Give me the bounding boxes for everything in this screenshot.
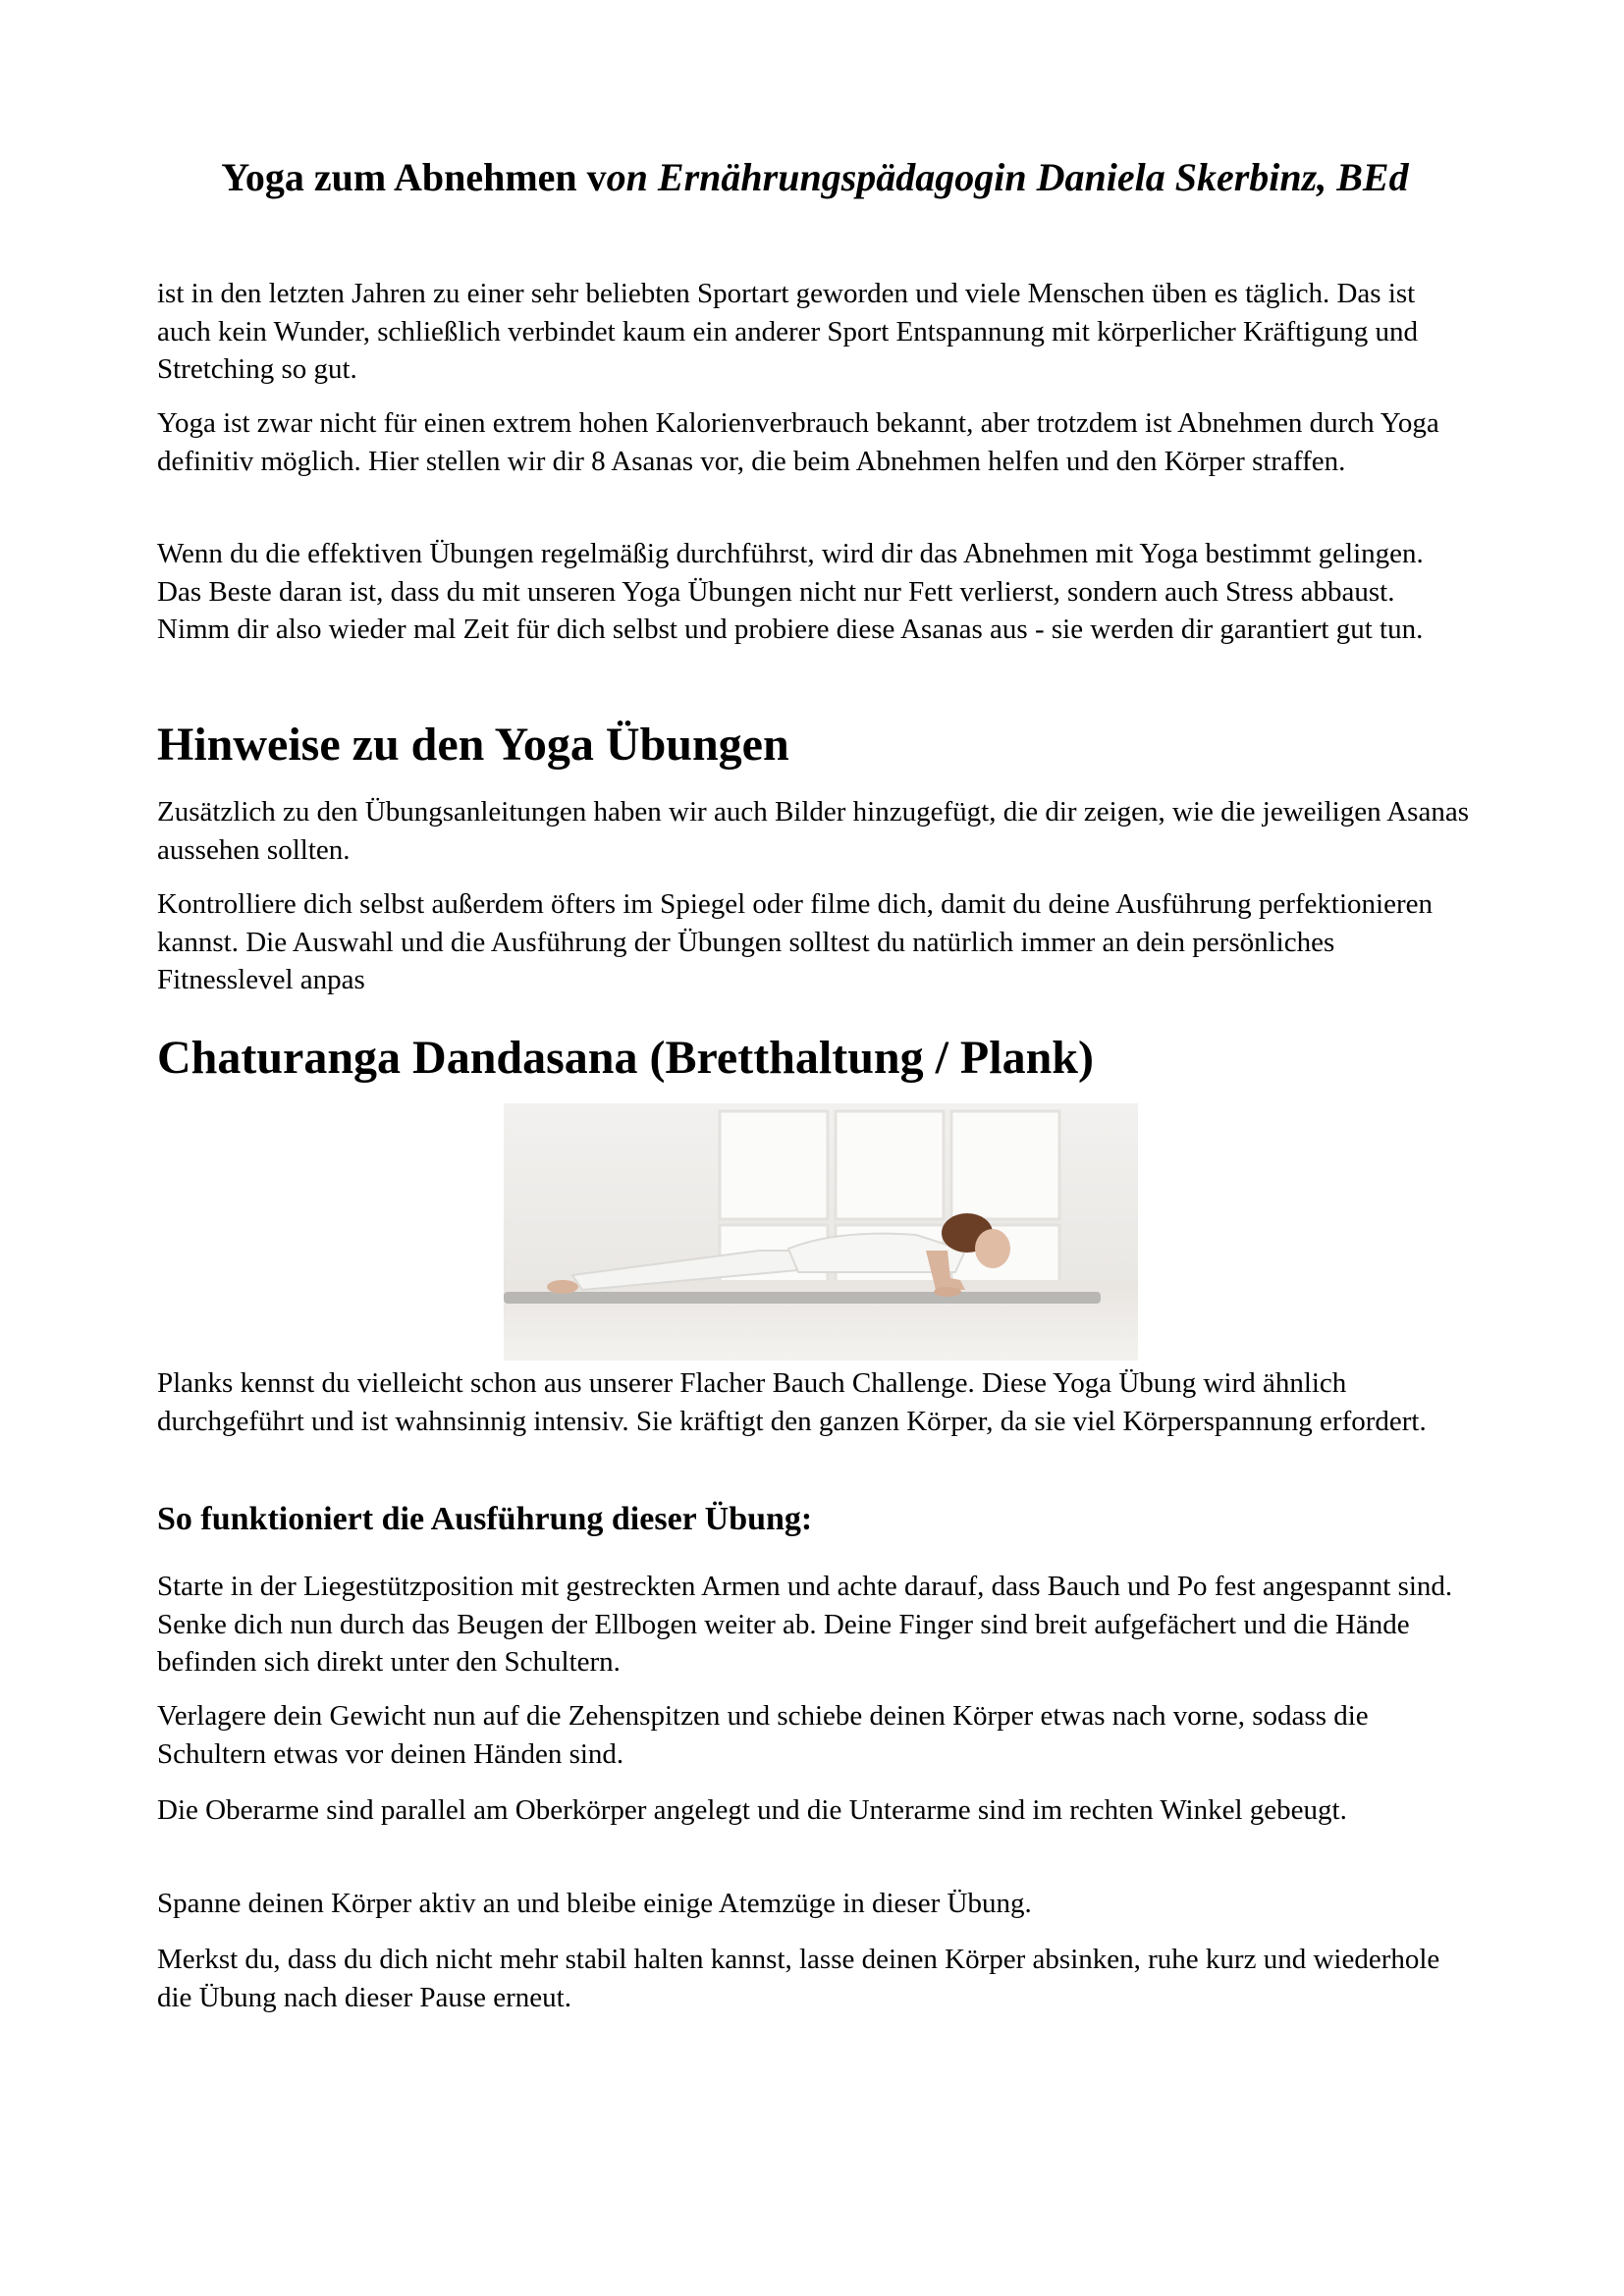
heading-hints: Hinweise zu den Yoga Übungen	[157, 719, 789, 771]
step-paragraph-2: Verlagere dein Gewicht nun auf die Zehenspitzen und schiebe deinen Körper etwas nach vorne, sodass die Schultern etwas vor deinen Händen sind.	[157, 1700, 1369, 1770]
intro-paragraph-2: Yoga ist zwar nicht für einen extrem hohen Kalorienverbrauch bekannt, aber trotzdem ist Abnehmen durch Yoga definitiv möglich. Hier stellen wir dir 8 Asanas vor, die beim Abnehmen helfen und den Körper straffen.	[157, 407, 1439, 477]
hints-paragraph-2: Kontrolliere dich selbst außerdem öfters im Spiegel oder filme dich, damit du deine Ausführung perfektionieren kannst. Die Auswahl und die Ausführung der Übungen solltest du natürlich immer an dein persönliches Fitnesslevel anpas	[157, 888, 1433, 995]
step-paragraph-4: Spanne deinen Körper aktiv an und bleibe einige Atemzüge in dieser Übung.	[157, 1888, 1032, 1919]
step-paragraph-1: Starte in der Liegestützposition mit gestreckten Armen und achte darauf, dass Bauch und Po fest angespannt sind. Senke dich nun durch das Beugen der Ellbogen weiter ab. Deine Finger sind breit aufgefächert und die Hände befinden sich direkt unter den Schultern.	[157, 1571, 1453, 1678]
yoga-mat	[504, 1292, 1101, 1304]
subheading-execution: So funktioniert die Ausführung dieser Übung:	[157, 1501, 813, 1537]
title-italic: on Ernährungspädagogin Daniela Skerbinz, BEd	[606, 155, 1409, 199]
title-plain: Yoga zum Abnehmen v	[221, 155, 607, 199]
document-title	[157, 154, 1473, 201]
step-paragraph-3: Die Oberarme sind parallel am Oberkörper angelegt und die Unterarme sind im rechten Winkel gebeugt.	[157, 1794, 1347, 1826]
plank-intro: Planks kennst du vielleicht schon aus unserer Flacher Bauch Challenge. Diese Yoga Übung wird ähnlich durchgeführt und ist wahnsinnig intensiv. Sie kräftigt den ganzen Körper, da sie viel Körperspannung erfordert.	[157, 1367, 1427, 1437]
heading-plank: Chaturanga Dandasana (Bretthaltung / Plank)	[157, 1032, 1094, 1084]
intro-paragraph-3: Wenn du die effektiven Übungen regelmäßig durchführst, wird dir das Abnehmen mit Yoga bestimmt gelingen. Das Beste daran ist, dass du mit unseren Yoga Übungen nicht nur Fett verlierst, sondern auch Stress abbaust. Nimm dir also wieder mal Zeit für dich selbst und probiere diese Asanas aus - sie werden dir garantiert gut tun.	[157, 538, 1424, 645]
step-paragraph-5: Merkst du, dass du dich nicht mehr stabil halten kannst, lasse deinen Körper absinken, ruhe kurz und wiederhole die Übung nach dieser Pause erneut.	[157, 1944, 1440, 2013]
plank-photo	[504, 1103, 1138, 1361]
hints-paragraph-1: Zusätzlich zu den Übungsanleitungen haben wir auch Bilder hinzugefügt, die dir zeigen, wie die jeweiligen Asanas aussehen sollten.	[157, 796, 1469, 866]
intro-paragraph-1: ist in den letzten Jahren zu einer sehr beliebten Sportart geworden und viele Menschen üben es täglich. Das ist auch kein Wunder, schließlich verbindet kaum ein anderer Sport Entspannung mit körperlicher Kräftigung und Stretching so gut.	[157, 278, 1419, 385]
